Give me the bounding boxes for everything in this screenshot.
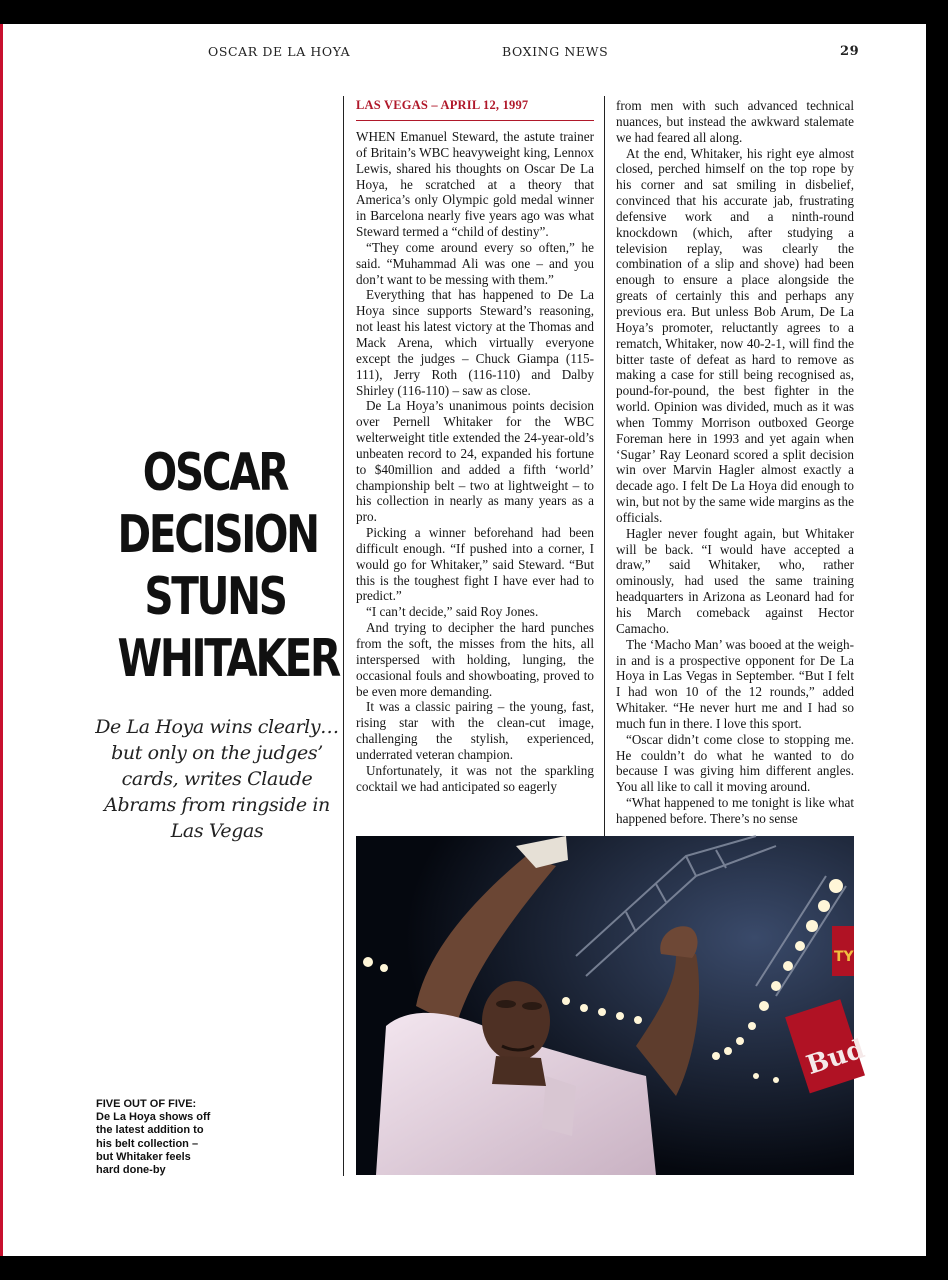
headline	[117, 442, 339, 690]
column-divider-left	[343, 96, 344, 1176]
caption-text: De La Hoya shows off the latest addition to his belt collection – but Whitaker feels hard done-by	[96, 1111, 211, 1177]
banner-text: Bud	[802, 1034, 869, 1081]
headline-line: STUNS	[144, 567, 286, 627]
paragraph: At the end, Whitaker, his right eye almost closed, perched himself on the top rope by his corner and sat smiling in disbelief, convinced that his accurate jab, frustrating defensive work and a ninth-round knockdown (which, after studying a television replay, was clearly the combination of a slip and shove) had been enough to ensure a place alongside the greats of certainly this and perhaps any previous era. But unless Bob Arum, De La Hoya’s promoter, reluctantly agrees to a rematch, Whitaker, now 40-2-1, will find the bitter taste of defeat as hard to remove as making a case for still being recognised as, pound-for-pound, the best fighter in the world. Opinion was divided, much as it was when Tommy Morrison outboxed George Foreman here in 1993 and yet again when ‘Sugar’ Ray Leonard scored a split decision win over Marvin Hagler almost exactly a decade ago. I felt De La Hoya did enough to win, but not by the same wide margins as the officials.	[616, 145, 854, 525]
paragraph: It was a classic pairing – the young, fast, rising star with the clean-cut image, challenging the stylish, experienced, underrated veteran champion.	[356, 699, 594, 762]
standfirst: De La Hoya wins clearly… but only on the judges’ cards, writes Claude Abrams from ringside in Las Vegas	[95, 716, 339, 842]
photo-caption	[96, 1098, 216, 1177]
dateline: LAS VEGAS – APRIL 12, 1997	[356, 98, 529, 112]
boxer-photo-illustration	[356, 836, 869, 1175]
column-divider-center	[604, 96, 605, 856]
paragraph: from men with such advanced technical nuances, but instead the awkward stalemate we had feared all along.	[616, 98, 854, 145]
headline-line: OSCAR	[142, 443, 288, 503]
magazine-page	[0, 24, 926, 1256]
paragraph: WHEN Emanuel Steward, the astute trainer of Britain’s WBC heavyweight king, Lennox Lewis, shared his thoughts on Oscar De La Hoya, he scratched at a theory that America’s only Olympic gold medal winner in Barcelona nearly five years ago was what Steward termed a “child of destiny”.	[356, 129, 594, 240]
caption-kicker: FIVE OUT OF FIVE:	[96, 1098, 197, 1110]
paragraph: Picking a winner beforehand had been difficult enough. “If pushed into a corner, I would go for Whitaker,” said Steward. “But this is the toughest fight I have ever had to predict.”	[356, 525, 594, 604]
paragraph: The ‘Macho Man’ was booed at the weigh-in and is a prospective opponent for De La Hoya in Las Vegas in September. “But I felt I had won 10 of the 12 rounds,” added Whitaker. “He never hurt me and I had so much fun in there. I love this sport.	[616, 636, 854, 731]
paragraph: Everything that has happened to De La Hoya since supports Steward’s reasoning, not least his latest victory at the Thomas and Mack Arena, which virtually everyone except the judges – Chuck Giampa (115-111), Jerry Roth (116-110) and Dalby Shirley (116-110) – saw as close.	[356, 287, 594, 398]
article-column-1	[356, 129, 594, 794]
dateline-rule	[356, 120, 594, 121]
paragraph: De La Hoya’s unanimous points decision over Pernell Whitaker for the WBC welterweight title extended the 24-year-old’s unbeaten record to 24, expanded his fortune to $40million and added a fifth ‘world’ championship belt – two at lightweight – to his collection in nearly as many years as a pro.	[356, 398, 594, 525]
page-edge-accent	[0, 24, 3, 1256]
running-header-publication: BOXING NEWS	[502, 44, 609, 59]
paragraph: “What happened to me tonight is like what happened before. There’s no sense	[616, 795, 854, 826]
headline-line: DECISION	[117, 505, 318, 565]
page-number: 29	[840, 44, 860, 59]
paragraph: Hagler never fought again, but Whitaker will be back. “I would have accepted a draw,” said Whitaker, who, rather ominously, had used the same training headquarters in Arizona as Leonard had for his March comeback against Hector Camacho.	[616, 525, 854, 636]
paragraph: “They come around every so often,” he said. “Muhammad Ali was one – and you don’t want to be messing with them.”	[356, 239, 594, 287]
paragraph: Unfortunately, it was not the sparkling cocktail we had anticipated so eagerly	[356, 762, 594, 794]
headline-line: WHITAKER	[117, 629, 339, 689]
running-header-section: OSCAR DE LA HOYA	[208, 44, 351, 59]
article-column-2	[616, 98, 854, 827]
paragraph: And trying to decipher the hard punches from the soft, the misses from the hits, all interspersed with holding, lunging, the occasional fouls and showboating, proved to be even more demanding.	[356, 620, 594, 699]
boxer-photo	[356, 836, 869, 1175]
banner-text: TY	[834, 949, 854, 965]
paragraph: “I can’t decide,” said Roy Jones.	[366, 604, 539, 620]
paragraph: “Oscar didn’t come close to stopping me. He couldn’t do what he wanted to do because I was giving him different angles. You all like to call it moving around.	[616, 731, 854, 795]
